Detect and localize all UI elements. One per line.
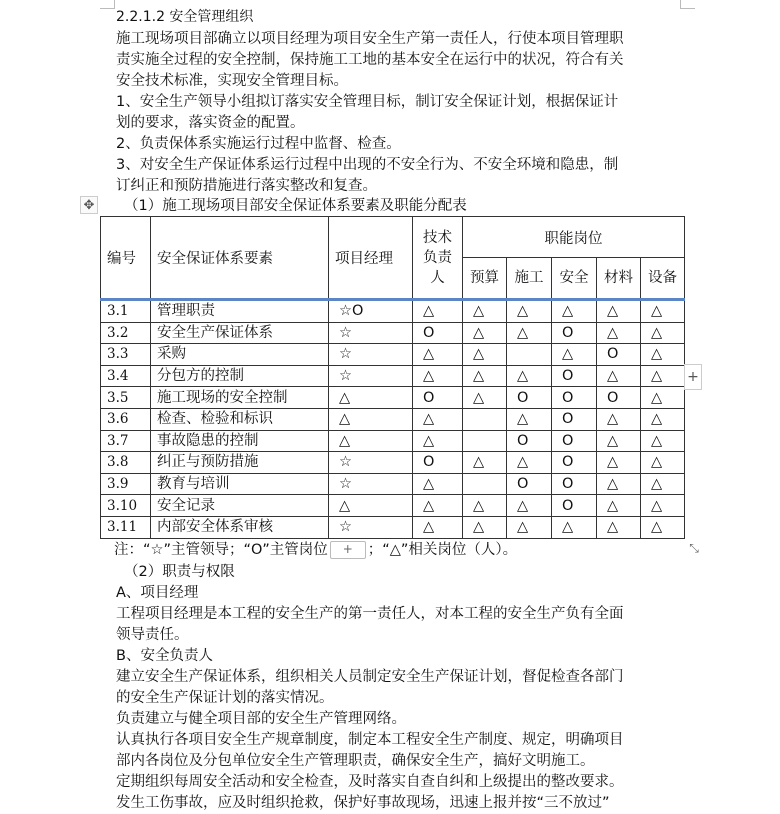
table-row bbox=[101, 408, 685, 430]
paragraph-line: 部内各岗位及分包单位安全生产管理职责，确保安全生产，搞好文明施工。 bbox=[116, 753, 595, 769]
cell-equipment: △ bbox=[641, 495, 685, 517]
margin-corner-mark bbox=[680, 0, 695, 9]
cell-code: 3.7 bbox=[101, 430, 151, 452]
paragraph-line: 认真执行各项目安全生产规章制度，制定本工程安全生产制度、规定，明确项目 bbox=[116, 732, 624, 748]
cell-budget bbox=[463, 430, 507, 452]
cell-element: 施工现场的安全控制 bbox=[151, 387, 329, 409]
cell-safety: O bbox=[552, 365, 597, 387]
cell-construction: △ bbox=[507, 365, 552, 387]
header-positions-group: 职能岗位 bbox=[463, 217, 685, 258]
paragraph-line: B、安全负责人 bbox=[116, 648, 213, 664]
cell-equipment: △ bbox=[641, 344, 685, 366]
add-column-button[interactable]: + bbox=[684, 364, 702, 390]
paragraph-line: 订纠正和预防措施进行落实整改和复查。 bbox=[116, 178, 377, 194]
cell-project-manager: ☆ bbox=[329, 344, 413, 366]
cell-budget bbox=[463, 408, 507, 430]
cell-materials: O bbox=[597, 387, 641, 409]
cell-safety: O bbox=[552, 452, 597, 474]
cell-code: 3.1 bbox=[101, 300, 151, 323]
cell-budget: △ bbox=[463, 495, 507, 517]
note-suffix: ；“△”相关岗位（人）。 bbox=[367, 542, 518, 558]
cell-code: 3.9 bbox=[101, 473, 151, 495]
cell-safety: O bbox=[552, 495, 597, 517]
header-safety: 安全 bbox=[552, 258, 597, 300]
cell-budget: △ bbox=[463, 516, 507, 538]
cell-element: 纠正与预防措施 bbox=[151, 452, 329, 474]
header-materials: 材料 bbox=[597, 258, 641, 300]
cell-budget: △ bbox=[463, 344, 507, 366]
paragraph-line: 1、安全生产领导小组拟订落实安全管理目标，制订安全保证计划，根据保证计 bbox=[116, 94, 619, 110]
cell-construction: △ bbox=[507, 495, 552, 517]
table-row bbox=[101, 430, 685, 452]
cell-tech-lead: △ bbox=[413, 430, 463, 452]
table-note bbox=[114, 540, 674, 561]
table-row bbox=[101, 365, 685, 387]
cell-project-manager: △ bbox=[329, 495, 413, 517]
cell-construction: O bbox=[507, 473, 552, 495]
cell-element: 教育与培训 bbox=[151, 473, 329, 495]
note-prefix: 注：“☆”主管领导；“O”主管岗位 bbox=[114, 542, 328, 558]
cell-element: 安全记录 bbox=[151, 495, 329, 517]
table-row bbox=[101, 322, 685, 344]
cell-code: 3.2 bbox=[101, 322, 151, 344]
cell-safety: △ bbox=[552, 344, 597, 366]
cell-materials: △ bbox=[597, 430, 641, 452]
cell-code: 3.4 bbox=[101, 365, 151, 387]
table-caption: （1）施工现场项目部安全保证体系要素及职能分配表 bbox=[124, 198, 467, 214]
header-tech-lead: 技术负责人 bbox=[413, 217, 463, 300]
cell-equipment: △ bbox=[641, 408, 685, 430]
cell-tech-lead: △ bbox=[413, 473, 463, 495]
cell-tech-lead: O bbox=[413, 322, 463, 344]
cell-element: 分包方的控制 bbox=[151, 365, 329, 387]
paragraph-line: 工程项目经理是本工程的安全生产的第一责任人，对本工程的安全生产负有全面 bbox=[116, 606, 624, 622]
cell-element: 安全生产保证体系 bbox=[151, 322, 329, 344]
paragraph-line: 2、负责保体系实施运行过程中监督、检查。 bbox=[116, 136, 401, 152]
cell-budget: △ bbox=[463, 387, 507, 409]
paragraph-line: 建立安全生产保证体系，组织相关人员制定安全生产保证计划，督促检查各部门 bbox=[116, 669, 624, 685]
cell-tech-lead: △ bbox=[413, 365, 463, 387]
cell-code: 3.3 bbox=[101, 344, 151, 366]
add-row-button[interactable]: + bbox=[330, 541, 366, 559]
cell-materials: △ bbox=[597, 516, 641, 538]
cell-code: 3.10 bbox=[101, 495, 151, 517]
header-element: 安全保证体系要素 bbox=[151, 217, 329, 300]
cell-budget bbox=[463, 473, 507, 495]
cell-materials: △ bbox=[597, 322, 641, 344]
cell-materials: △ bbox=[597, 300, 641, 323]
responsibility-table bbox=[100, 216, 685, 539]
cell-materials: △ bbox=[597, 473, 641, 495]
paragraph-line: 责实施全过程的安全控制，保持施工工地的基本安全在运行中的状况，符合有关 bbox=[116, 52, 624, 68]
table-row bbox=[101, 516, 685, 538]
cell-safety: △ bbox=[552, 300, 597, 323]
table-row bbox=[101, 495, 685, 517]
cell-tech-lead: O bbox=[413, 452, 463, 474]
cell-safety: O bbox=[552, 473, 597, 495]
header-project-manager: 项目经理 bbox=[329, 217, 413, 300]
table-row bbox=[101, 387, 685, 409]
cell-safety: O bbox=[552, 408, 597, 430]
table-row bbox=[101, 344, 685, 366]
cell-construction: △ bbox=[507, 322, 552, 344]
table-row bbox=[101, 473, 685, 495]
cell-tech-lead: △ bbox=[413, 300, 463, 323]
header-code: 编号 bbox=[101, 217, 151, 300]
resize-icon[interactable]: ⤡ bbox=[689, 541, 699, 555]
header-budget: 预算 bbox=[463, 258, 507, 300]
paragraph-line: 划的要求，落实资金的配置。 bbox=[116, 115, 305, 131]
paragraph-line: A、项目经理 bbox=[116, 585, 199, 601]
cell-safety: O bbox=[552, 430, 597, 452]
cell-equipment: △ bbox=[641, 387, 685, 409]
table-row bbox=[101, 300, 685, 323]
cell-safety: △ bbox=[552, 516, 597, 538]
cell-project-manager: △ bbox=[329, 387, 413, 409]
paragraph-line: 定期组织每周安全活动和安全检查，及时落实自查自纠和上级提出的整改要求。 bbox=[116, 774, 624, 790]
cell-element: 内部安全体系审核 bbox=[151, 516, 329, 538]
move-icon[interactable]: ✥ bbox=[80, 196, 98, 214]
cell-tech-lead: △ bbox=[413, 408, 463, 430]
cell-safety: O bbox=[552, 387, 597, 409]
cell-construction: O bbox=[507, 430, 552, 452]
section-heading: 2.2.1.2 安全管理组织 bbox=[116, 9, 254, 25]
cell-materials: △ bbox=[597, 452, 641, 474]
paragraph-line: 施工现场项目部确立以项目经理为项目安全生产第一责任人，行使本项目管理职 bbox=[116, 31, 624, 47]
cell-construction: △ bbox=[507, 516, 552, 538]
paragraph-line: 负责建立与健全项目部的安全生产管理网络。 bbox=[116, 711, 406, 727]
cell-code: 3.11 bbox=[101, 516, 151, 538]
cell-construction: △ bbox=[507, 452, 552, 474]
header-construction: 施工 bbox=[507, 258, 552, 300]
cell-construction bbox=[507, 344, 552, 366]
cell-element: 管理职责 bbox=[151, 300, 329, 323]
cell-element: 检查、检验和标识 bbox=[151, 408, 329, 430]
cell-equipment: △ bbox=[641, 452, 685, 474]
cell-project-manager: ☆ bbox=[329, 473, 413, 495]
cell-equipment: △ bbox=[641, 430, 685, 452]
cell-project-manager: △ bbox=[329, 408, 413, 430]
cell-project-manager: ☆ bbox=[329, 322, 413, 344]
cell-construction: △ bbox=[507, 300, 552, 323]
cell-tech-lead: △ bbox=[413, 495, 463, 517]
cell-budget: △ bbox=[463, 452, 507, 474]
cell-element: 采购 bbox=[151, 344, 329, 366]
cell-equipment: △ bbox=[641, 473, 685, 495]
cell-construction: O bbox=[507, 387, 552, 409]
cell-budget: △ bbox=[463, 322, 507, 344]
cell-project-manager: △ bbox=[329, 430, 413, 452]
cell-equipment: △ bbox=[641, 322, 685, 344]
cell-project-manager: ☆O bbox=[329, 300, 413, 323]
cell-code: 3.8 bbox=[101, 452, 151, 474]
cell-budget: △ bbox=[463, 365, 507, 387]
cell-safety: O bbox=[552, 322, 597, 344]
cell-equipment: △ bbox=[641, 365, 685, 387]
paragraph-line: 发生工伤事故，应及时组织抢救，保护好事故现场，迅速上报并按“三不放过” bbox=[116, 795, 610, 811]
paragraph-line: 3、对安全生产保证体系运行过程中出现的不安全行为、不安全环境和隐患，制 bbox=[116, 157, 619, 173]
cell-project-manager: ☆ bbox=[329, 365, 413, 387]
cell-code: 3.5 bbox=[101, 387, 151, 409]
cell-budget: △ bbox=[463, 300, 507, 323]
cell-project-manager: ☆ bbox=[329, 516, 413, 538]
cell-construction: △ bbox=[507, 408, 552, 430]
paragraph-line: 领导责任。 bbox=[116, 627, 189, 643]
cell-tech-lead: △ bbox=[413, 344, 463, 366]
cell-tech-lead: △ bbox=[413, 516, 463, 538]
table-row bbox=[101, 452, 685, 474]
cell-equipment: △ bbox=[641, 516, 685, 538]
cell-materials: O bbox=[597, 344, 641, 366]
cell-equipment: △ bbox=[641, 300, 685, 323]
cell-materials: △ bbox=[597, 408, 641, 430]
cell-code: 3.6 bbox=[101, 408, 151, 430]
paragraph-line: 的安全生产保证计划的落实情况。 bbox=[116, 690, 334, 706]
cell-materials: △ bbox=[597, 365, 641, 387]
paragraph-line: 安全技术标准，实现安全管理目标。 bbox=[116, 73, 348, 89]
cell-tech-lead: O bbox=[413, 387, 463, 409]
cell-materials: △ bbox=[597, 495, 641, 517]
subsection-heading: （2）职责与权限 bbox=[124, 564, 235, 580]
cell-element: 事故隐患的控制 bbox=[151, 430, 329, 452]
header-equipment: 设备 bbox=[641, 258, 685, 300]
margin-corner-mark bbox=[100, 0, 115, 9]
cell-project-manager: ☆ bbox=[329, 452, 413, 474]
